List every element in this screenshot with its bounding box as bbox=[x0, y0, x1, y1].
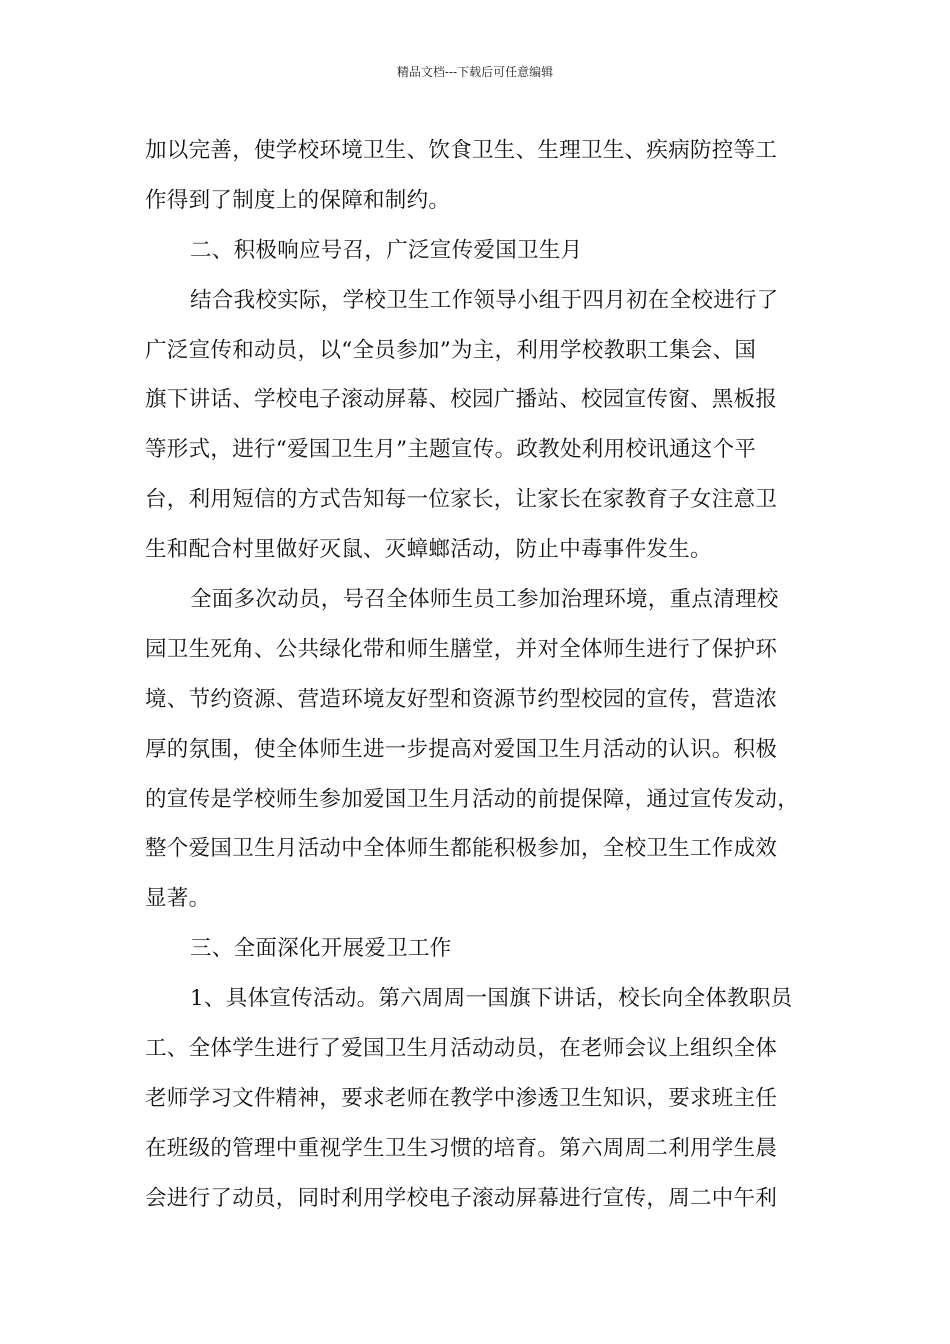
text-line: 在班级的管理中重视学生卫生习惯的培育。第六周周二利用学生晨 bbox=[145, 1135, 778, 1161]
text-line: 结合我校实际，学校卫生工作领导小组于四月初在全校进行了 bbox=[190, 287, 779, 313]
text-line: 1、具体宣传活动。第六周周一国旗下讲话，校长向全体教职员 bbox=[190, 986, 793, 1012]
text-line: 境、节约资源、营造环境友好型和资源节约型校园的宣传，营造浓 bbox=[145, 686, 778, 712]
text-line: 老师学习文件精神，要求老师在教学中渗透卫生知识，要求班主任 bbox=[145, 1085, 778, 1111]
text-line: 台，利用短信的方式告知每一位家长，让家长在家教育子女注意卫 bbox=[145, 487, 778, 513]
text-line: 加以完善，使学校环境卫生、饮食卫生、生理卫生、疾病防控等工 bbox=[145, 138, 778, 163]
text-line: 全面多次动员，号召全体师生员工参加治理环境，重点清理校 bbox=[190, 587, 779, 613]
text-line: 广泛宣传和动员，以“全员参加”为主，利用学校教职工集会、国 bbox=[145, 337, 757, 363]
text-line: 等形式，进行“爱国卫生月”主题宣传。政教处利用校讯通这个平 bbox=[145, 437, 757, 463]
text-line: 会进行了动员，同时利用学校电子滚动屏幕进行宣传，周二中午利 bbox=[145, 1185, 778, 1211]
text-line: 整个爱国卫生月活动中全体师生都能积极参加，全校卫生工作成效 bbox=[145, 836, 778, 862]
text-line: 工、全体学生进行了爱国卫生月活动动员，在老师会议上组织全体 bbox=[145, 1036, 778, 1062]
text-line: 的宣传是学校师生参加爱国卫生月活动的前提保障，通过宣传发动， bbox=[145, 786, 800, 812]
text-line: 旗下讲话、学校电子滚动屏幕、校园广播站、校园宣传窗、黑板报 bbox=[145, 387, 778, 413]
document-body bbox=[145, 126, 810, 1224]
text-line: 厚的氛围，使全体师生进一步提高对爱国卫生月活动的认识。积极 bbox=[145, 736, 778, 762]
text-line: 生和配合村里做好灭鼠、灭蟑螂活动，防止中毒事件发生。 bbox=[145, 537, 712, 563]
text-line: 二、积极响应号召，广泛宣传爱国卫生月 bbox=[190, 237, 583, 263]
text-line: 显著。 bbox=[145, 886, 211, 912]
text-line: 三、全面深化开展爱卫工作 bbox=[190, 936, 452, 962]
text-line: 园卫生死角、公共绿化带和师生膳堂，并对全体师生进行了保护环 bbox=[145, 636, 778, 662]
page-header: 精品文档---下载后可任意编辑 bbox=[396, 65, 554, 79]
text-line: 作得到了制度上的保障和制约。 bbox=[145, 187, 451, 213]
